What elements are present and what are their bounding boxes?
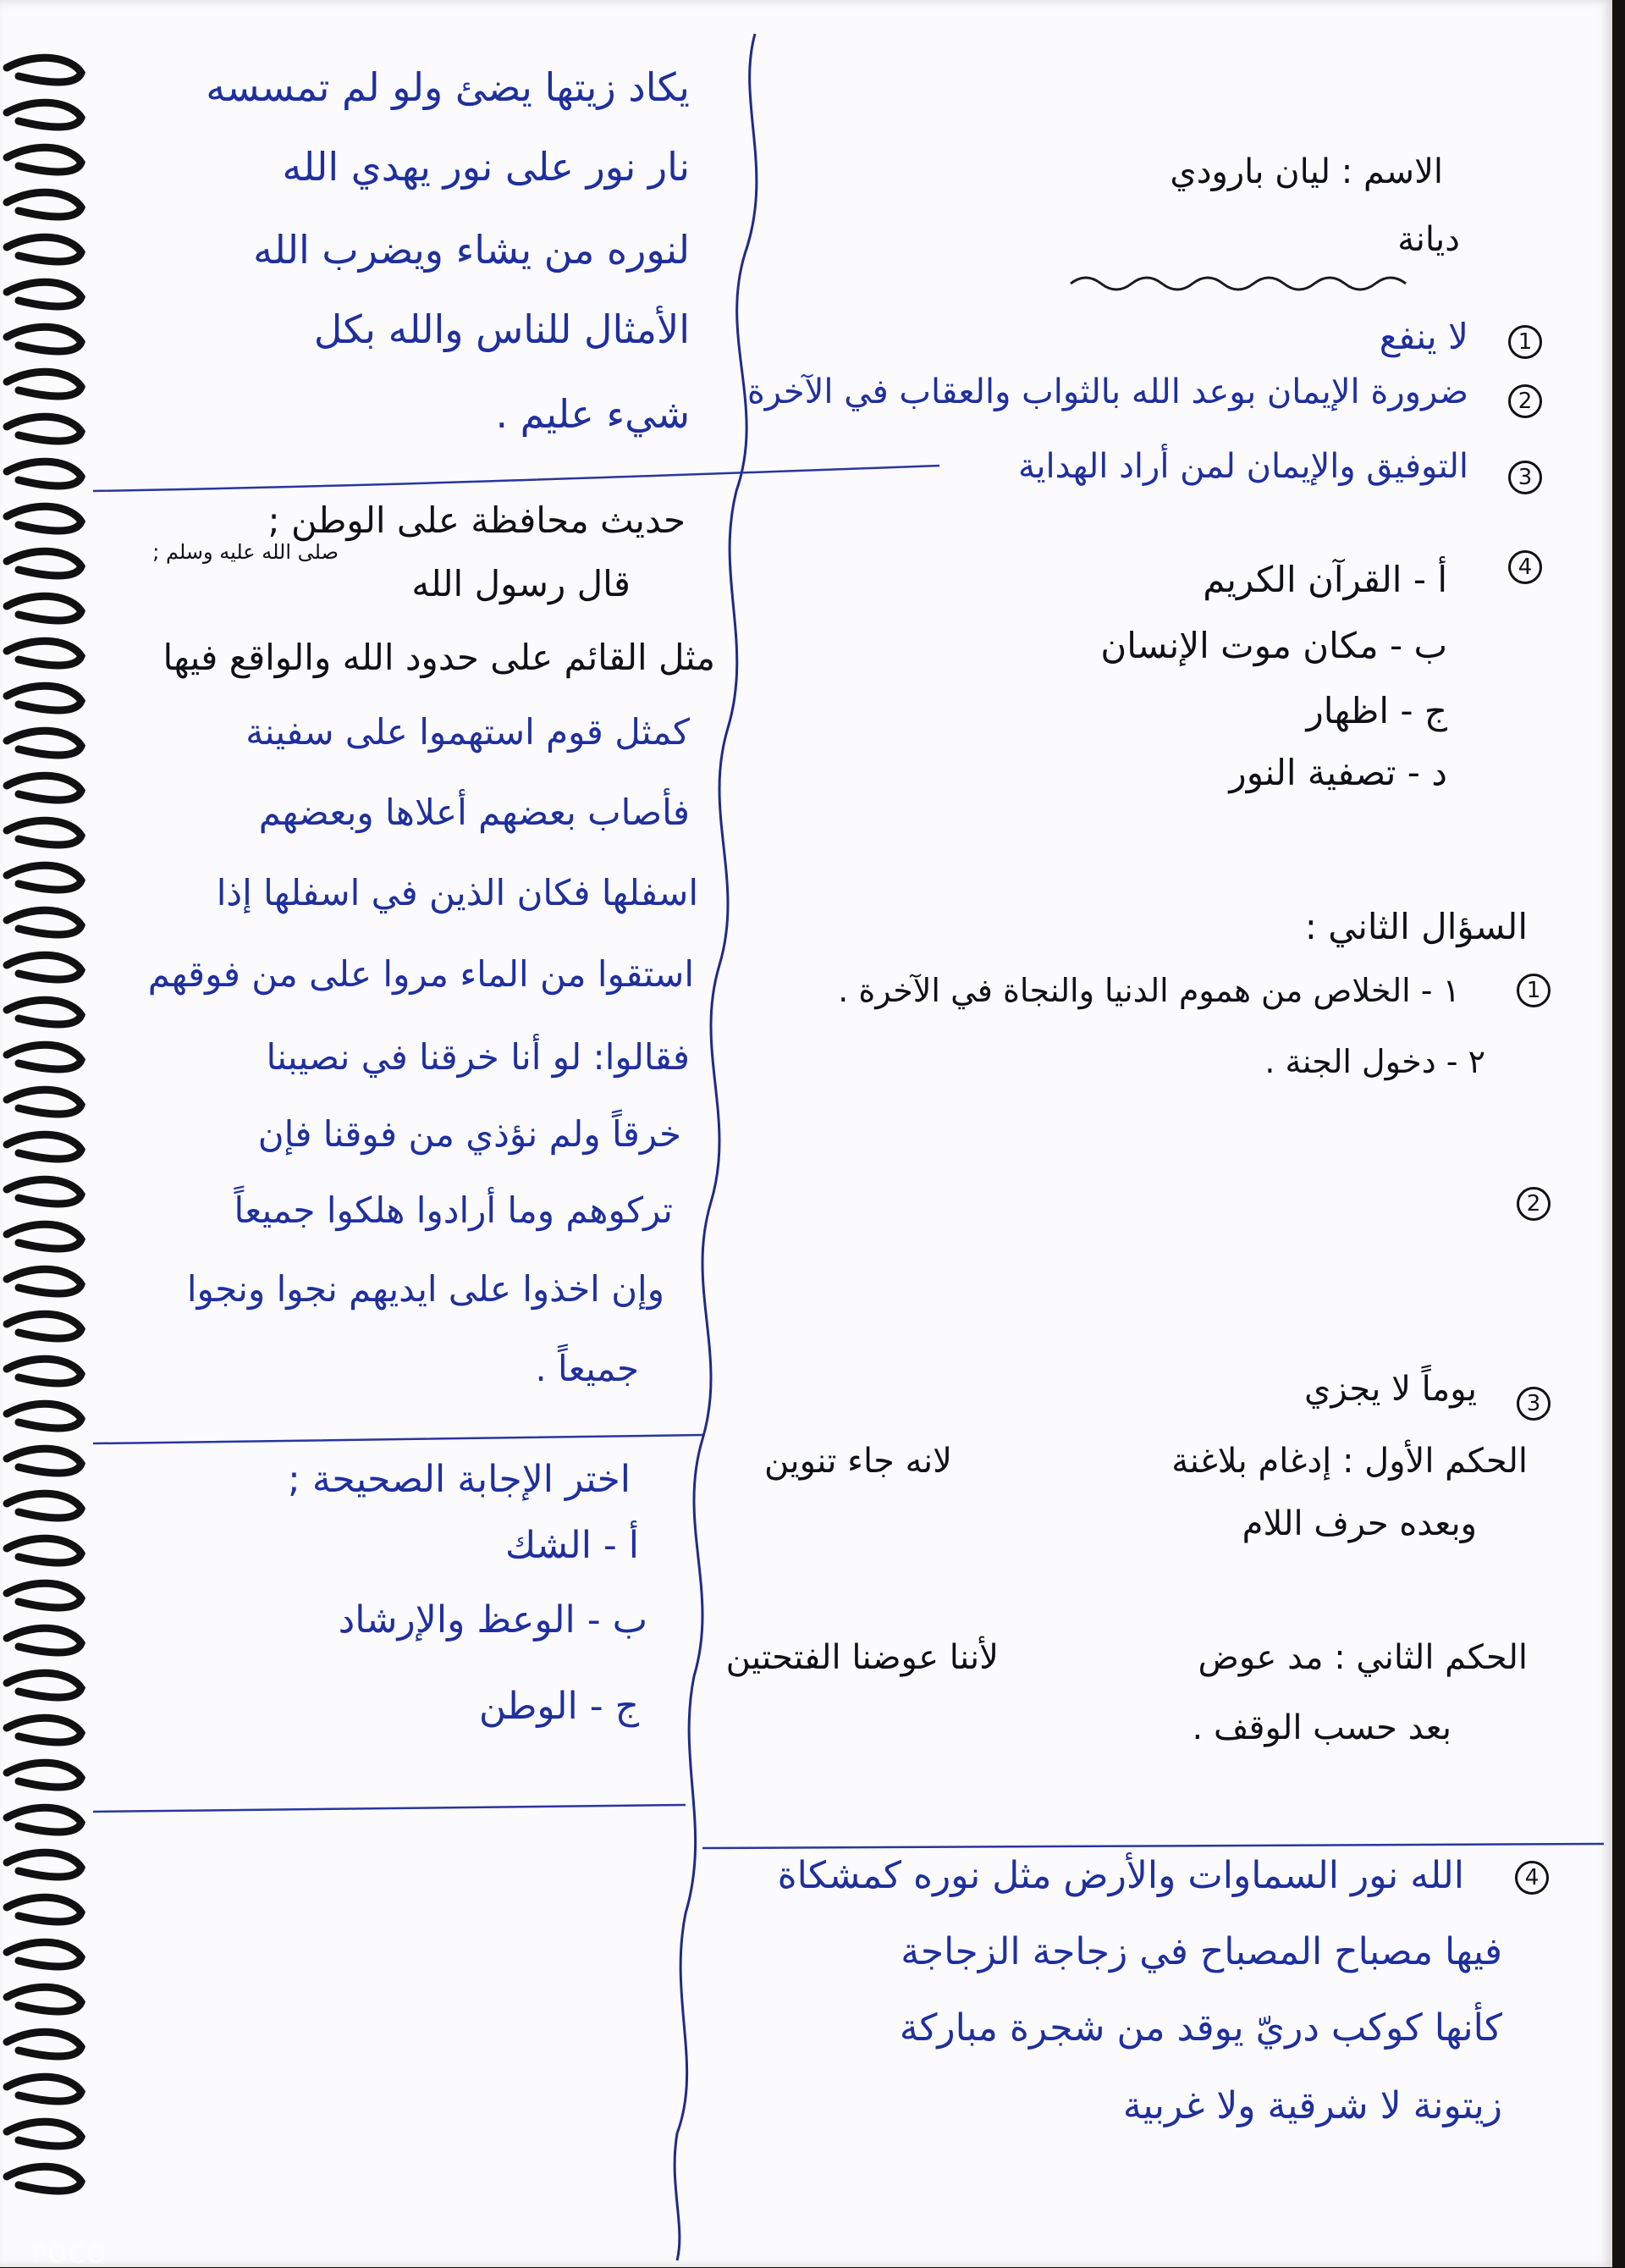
spiral-ring: [7, 506, 81, 531]
hadith-said: قال رسول الله: [411, 563, 631, 604]
q2-answer-1b: ٢ - دخول الجنة .: [1264, 1043, 1485, 1080]
spiral-ring: [7, 686, 81, 710]
right-divider: [702, 1844, 1604, 1848]
left-divider-3: [93, 1805, 686, 1812]
spiral-ring: [7, 1673, 81, 1697]
q1-answer-1: لا ينفع: [1379, 316, 1468, 357]
center-wavy-divider: [675, 34, 757, 2260]
q1-answer-4c: ج - اظهار: [1306, 690, 1447, 731]
spiral-ring: [7, 1942, 81, 1967]
spiral-ring: [7, 551, 81, 576]
hadith-line-4: اسفلها فكان الذين في اسفلها إذا: [216, 872, 698, 913]
q2-answer-1a: ١ - الخلاص من هموم الدنيا والنجاة في الآخرة .: [838, 972, 1460, 1009]
spiral-ring: [7, 102, 81, 127]
q1-item-number: 4: [1508, 550, 1542, 584]
spiral-ring: [7, 1269, 81, 1294]
spiral-ring: [7, 775, 81, 800]
verse-line-3: كأنها كوكب دريّ يوقد من شجرة مباركة: [899, 2006, 1502, 2050]
q1-answer-4b: ب - مكان موت الإنسان: [1100, 625, 1447, 666]
spiral-ring: [7, 2032, 81, 2056]
spiral-ring: [7, 910, 81, 935]
q2-answer-3-intro: يوماً لا يجزي: [1304, 1370, 1477, 1409]
left-divider-2: [93, 1435, 702, 1443]
spiral-ring: [7, 237, 81, 262]
verse-cont-line-4: الأمثال للناس والله بكل: [313, 306, 690, 352]
spiral-ring: [7, 865, 81, 890]
hadith-line-1: مثل القائم على حدود الله والواقع فيها: [162, 637, 715, 678]
hadith-salutation: صلى الله عليه وسلم ;: [152, 540, 339, 564]
choice-a: أ - الشك: [504, 1524, 639, 1567]
q1-item-number: 1: [1508, 325, 1542, 359]
spiral-ring: [7, 461, 81, 486]
hadith-line-5: استقوا من الماء مروا على من فوقهم: [147, 953, 694, 995]
q2-heading: السؤال الثاني :: [1304, 906, 1528, 947]
spiral-ring: [7, 192, 81, 217]
spiral-ring: [7, 955, 81, 979]
spiral-ring: [7, 58, 81, 82]
verse-cont-line-2: نار نور على نور يهدي الله: [282, 144, 690, 190]
spiral-ring: [7, 1134, 81, 1159]
spiral-ring: [7, 1583, 81, 1608]
q2-rule-1: الحكم الأول : إدغام بلاغنة: [1171, 1442, 1528, 1481]
spiral-ring: [7, 731, 81, 755]
spiral-ring: [7, 1763, 81, 1787]
spiral-ring: [7, 417, 81, 441]
spiral-ring: [7, 1897, 81, 1922]
hadith-line-6: فقالوا: لو أنا خرقنا في نصيبنا: [266, 1036, 690, 1078]
spiral-ring: [7, 1179, 81, 1204]
left-divider-1: [93, 466, 939, 491]
q1-answer-3: التوفيق والإيمان لمن أراد الهداية: [1017, 447, 1468, 486]
verse-line-4: زيتونة لا شرقية ولا غربية: [1122, 2084, 1502, 2127]
spiral-ring: [7, 1359, 81, 1383]
hadith-title: حديث محافظة على الوطن ;: [267, 499, 686, 541]
verse-cont-line-5: شيء عليم .: [495, 391, 690, 437]
spiral-ring: [7, 1404, 81, 1428]
hadith-line-7: خرقاً ولم نؤذي من فوقنا فإن: [257, 1113, 681, 1155]
spiral-ring: [7, 1538, 81, 1563]
hadith-line-3: فأصاب بعضهم أعلاها وبعضهم: [258, 792, 690, 833]
camera-watermark: POCO: [32, 2240, 107, 2268]
q2-rule-1-reason: لانه جاء تنوين: [764, 1442, 952, 1481]
q1-answer-4d: د - تصفية النور: [1229, 752, 1447, 793]
spiral-ring: [7, 1000, 81, 1024]
spiral-ring: [7, 1493, 81, 1518]
spiral-ring: [7, 1987, 81, 2011]
q2-rule-2: الحكم الثاني : مد عوض: [1198, 1638, 1528, 1677]
spiral-ring: [7, 2077, 81, 2101]
q2-item-number: 4: [1515, 1861, 1549, 1895]
hadith-line-2: كمثل قوم استهموا على سفينة: [245, 711, 690, 753]
spiral-ring: [7, 1449, 81, 1473]
q1-answer-2: ضرورة الإيمان بوعد الله بالثواب والعقاب في الآخرة: [746, 372, 1468, 411]
choose-title: اختر الإجابة الصحيحة ;: [288, 1458, 631, 1501]
verse-cont-line-3: لنوره من يشاء ويضرب الله: [253, 227, 690, 273]
spiral-ring: [7, 820, 81, 845]
spiral-ring: [7, 282, 81, 306]
spiral-ring: [7, 147, 81, 172]
verse-cont-line-1: يكاد زيتها يضئ ولو لم تمسسه: [206, 64, 690, 110]
name-underline: [1071, 278, 1406, 290]
spiral-ring: [7, 641, 81, 665]
q2-rule-2-cont: بعد حسب الوقف .: [1192, 1708, 1451, 1747]
q1-answer-4a: أ - القرآن الكريم: [1203, 559, 1447, 600]
hadith-line-8: تركوهم وما أرادوا هلكوا جميعاً: [234, 1189, 673, 1231]
subject-title: ديانة: [1397, 220, 1460, 259]
spiral-ring: [7, 2122, 81, 2146]
verse-line-1: الله نور السماوات والأرض مثل نوره كمشكاة: [777, 1854, 1464, 1897]
hadith-line-10: جميعاً .: [535, 1348, 639, 1389]
verse-line-2: فيها مصباح المصباح في زجاجة الزجاجة: [901, 1930, 1502, 1973]
spiral-ring: [7, 1314, 81, 1338]
spiral-ring: [7, 372, 81, 396]
hadith-line-9: وإن اخذوا على ايديهم نجوا ونجوا: [186, 1268, 664, 1310]
q2-item-number: 3: [1517, 1387, 1551, 1421]
spiral-ring: [7, 1718, 81, 1742]
q2-rule-1-cont: وبعده حرف اللام: [1242, 1504, 1477, 1543]
spiral-ring: [7, 1807, 81, 1832]
spiral-ring: [7, 2166, 81, 2191]
spiral-ring: [7, 1852, 81, 1877]
q1-item-number: 3: [1508, 461, 1542, 494]
spiral-ring: [7, 1090, 81, 1114]
spiral-ring: [7, 1045, 81, 1069]
spiral-binding: [0, 0, 93, 2267]
spiral-ring: [7, 1628, 81, 1653]
q1-item-number: 2: [1508, 384, 1542, 418]
q2-item-number: 2: [1517, 1187, 1551, 1221]
student-name: الاسم : ليان بارودي: [1170, 152, 1443, 191]
spiral-ring: [7, 596, 81, 621]
choice-c: ج - الوطن: [478, 1685, 639, 1728]
q2-item-number: 1: [1517, 974, 1551, 1007]
spiral-ring: [7, 1224, 81, 1249]
spiral-ring: [7, 327, 81, 351]
q2-rule-2-reason: لأننا عوضنا الفتحتين: [725, 1638, 999, 1677]
choice-b: ب - الوعظ والإرشاد: [338, 1598, 647, 1642]
